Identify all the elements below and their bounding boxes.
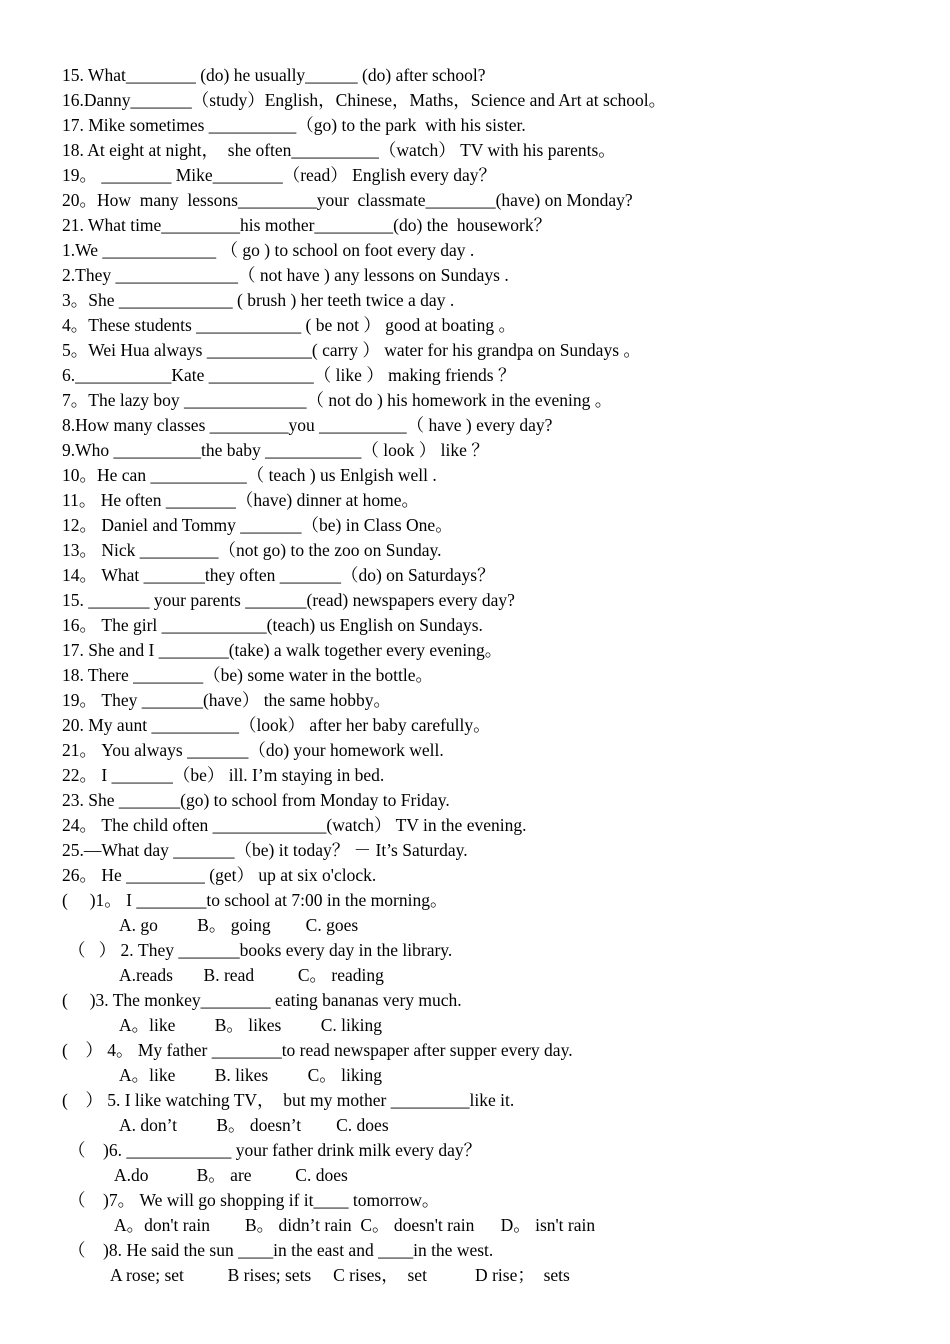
question-line: 1.We _____________ （ go ) to school on foot every day . <box>62 240 475 260</box>
mc-question: （ ） 2. They _______books every day in the library. <box>68 940 453 960</box>
question-line: 24。 The child often _____________(watch） TV in the evening. <box>62 815 527 835</box>
mc-options: A. don’t B。 doesn’t C. does <box>119 1115 389 1135</box>
question-line: 14。 What _______they often _______（do) on Saturdays？ <box>62 565 495 585</box>
mc-options: A.do B。 are C. does <box>114 1165 348 1185</box>
mc-options: A. go B。 going C. goes <box>119 915 359 935</box>
question-line: 21。 You always _______（do) your homework well. <box>62 740 444 760</box>
question-line: 21. What time_________his mother_________(do) the housework？ <box>62 215 552 235</box>
question-line: 25.—What day _______（be) it today？ － It’s Saturday. <box>62 840 468 860</box>
question-line: 23. She _______(go) to school from Monday to Friday. <box>62 790 450 810</box>
question-line: 19。 They _______(have） the same hobby。 <box>62 690 392 710</box>
question-line: 19。 ________ Mike________（read） English every day？ <box>62 165 497 185</box>
mc-options: A。don't rain B。 didn’t rain C。 doesn't rain D。 isn't rain <box>114 1215 596 1235</box>
question-line: 17. Mike sometimes __________（go) to the park with his sister. <box>62 115 526 135</box>
question-line: 15. _______ your parents _______(read) newspapers every day? <box>62 590 515 610</box>
question-line: 3。She _____________ ( brush ) her teeth twice a day . <box>62 290 455 310</box>
question-line: 8.How many classes _________you __________（ have ) every day? <box>62 415 553 435</box>
question-line: 16.Danny_______（study）English，Chinese，Maths，Science and Art at school。 <box>62 90 667 110</box>
mc-question: （ )8. He said the sun ____in the east and ____in the west. <box>68 1240 494 1260</box>
question-line: 20. My aunt __________（look） after her baby carefully。 <box>62 715 491 735</box>
question-line: 2.They ______________（ not have ) any lessons on Sundays . <box>62 265 509 285</box>
mc-options: A。like B. likes C。 liking <box>119 1065 382 1085</box>
question-line: 18. There ________（be) some water in the bottle。 <box>62 665 433 685</box>
question-line: 4。These students ____________ ( be not ） good at boating 。 <box>62 315 516 335</box>
mc-options: A rose; set B rises; sets C rises， set D rise； sets <box>110 1265 570 1285</box>
question-line: 6.___________Kate ____________（ like ） making friends ？ <box>62 365 516 385</box>
mc-options: A。like B。 likes C. liking <box>119 1015 382 1035</box>
question-line: 16。 The girl ____________(teach) us English on Sundays. <box>62 615 483 635</box>
question-line: 22。 I _______（be） ill. I’m staying in bed. <box>62 765 385 785</box>
question-line: 10。He can ___________（ teach ) us Enlgish well . <box>62 465 437 485</box>
question-line: 26。 He _________ (get） up at six o'clock. <box>62 865 377 885</box>
mc-question: ( )1。 I ________to school at 7:00 in the morning。 <box>62 890 448 910</box>
mc-question: （ )7。 We will go shopping if it____ tomorrow。 <box>68 1190 440 1210</box>
question-line: 7。The lazy boy ______________（ not do ) his homework in the evening 。 <box>62 390 613 410</box>
mc-question: ( ） 4。 My father ________to read newspaper after supper every day. <box>62 1040 573 1060</box>
mc-options: A.reads B. read C。 reading <box>119 965 384 985</box>
question-line: 17. She and I ________(take) a walk together every evening。 <box>62 640 503 660</box>
question-line: 15. What________ (do) he usually______ (do) after school? <box>62 65 486 85</box>
question-line: 11。 He often ________（have) dinner at home。 <box>62 490 420 510</box>
mc-question: ( ） 5. I like watching TV， but my mother _________like it. <box>62 1090 515 1110</box>
mc-question: ( )3. The monkey________ eating bananas very much. <box>62 990 462 1010</box>
question-line: 12。 Daniel and Tommy _______（be) in Class One。 <box>62 515 453 535</box>
question-line: 13。 Nick _________（not go) to the zoo on Sunday. <box>62 540 442 560</box>
question-line: 9.Who __________the baby ___________（ look ） like ？ <box>62 440 489 460</box>
question-line: 18. At eight at night， she often__________（watch） TV with his parents。 <box>62 140 616 160</box>
question-line: 5。Wei Hua always ____________( carry ） water for his grandpa on Sundays 。 <box>62 340 641 360</box>
mc-question: （ )6. ____________ your father drink milk every day？ <box>68 1140 482 1160</box>
question-line: 20。How many lessons_________your classmate________(have) on Monday? <box>62 190 633 210</box>
